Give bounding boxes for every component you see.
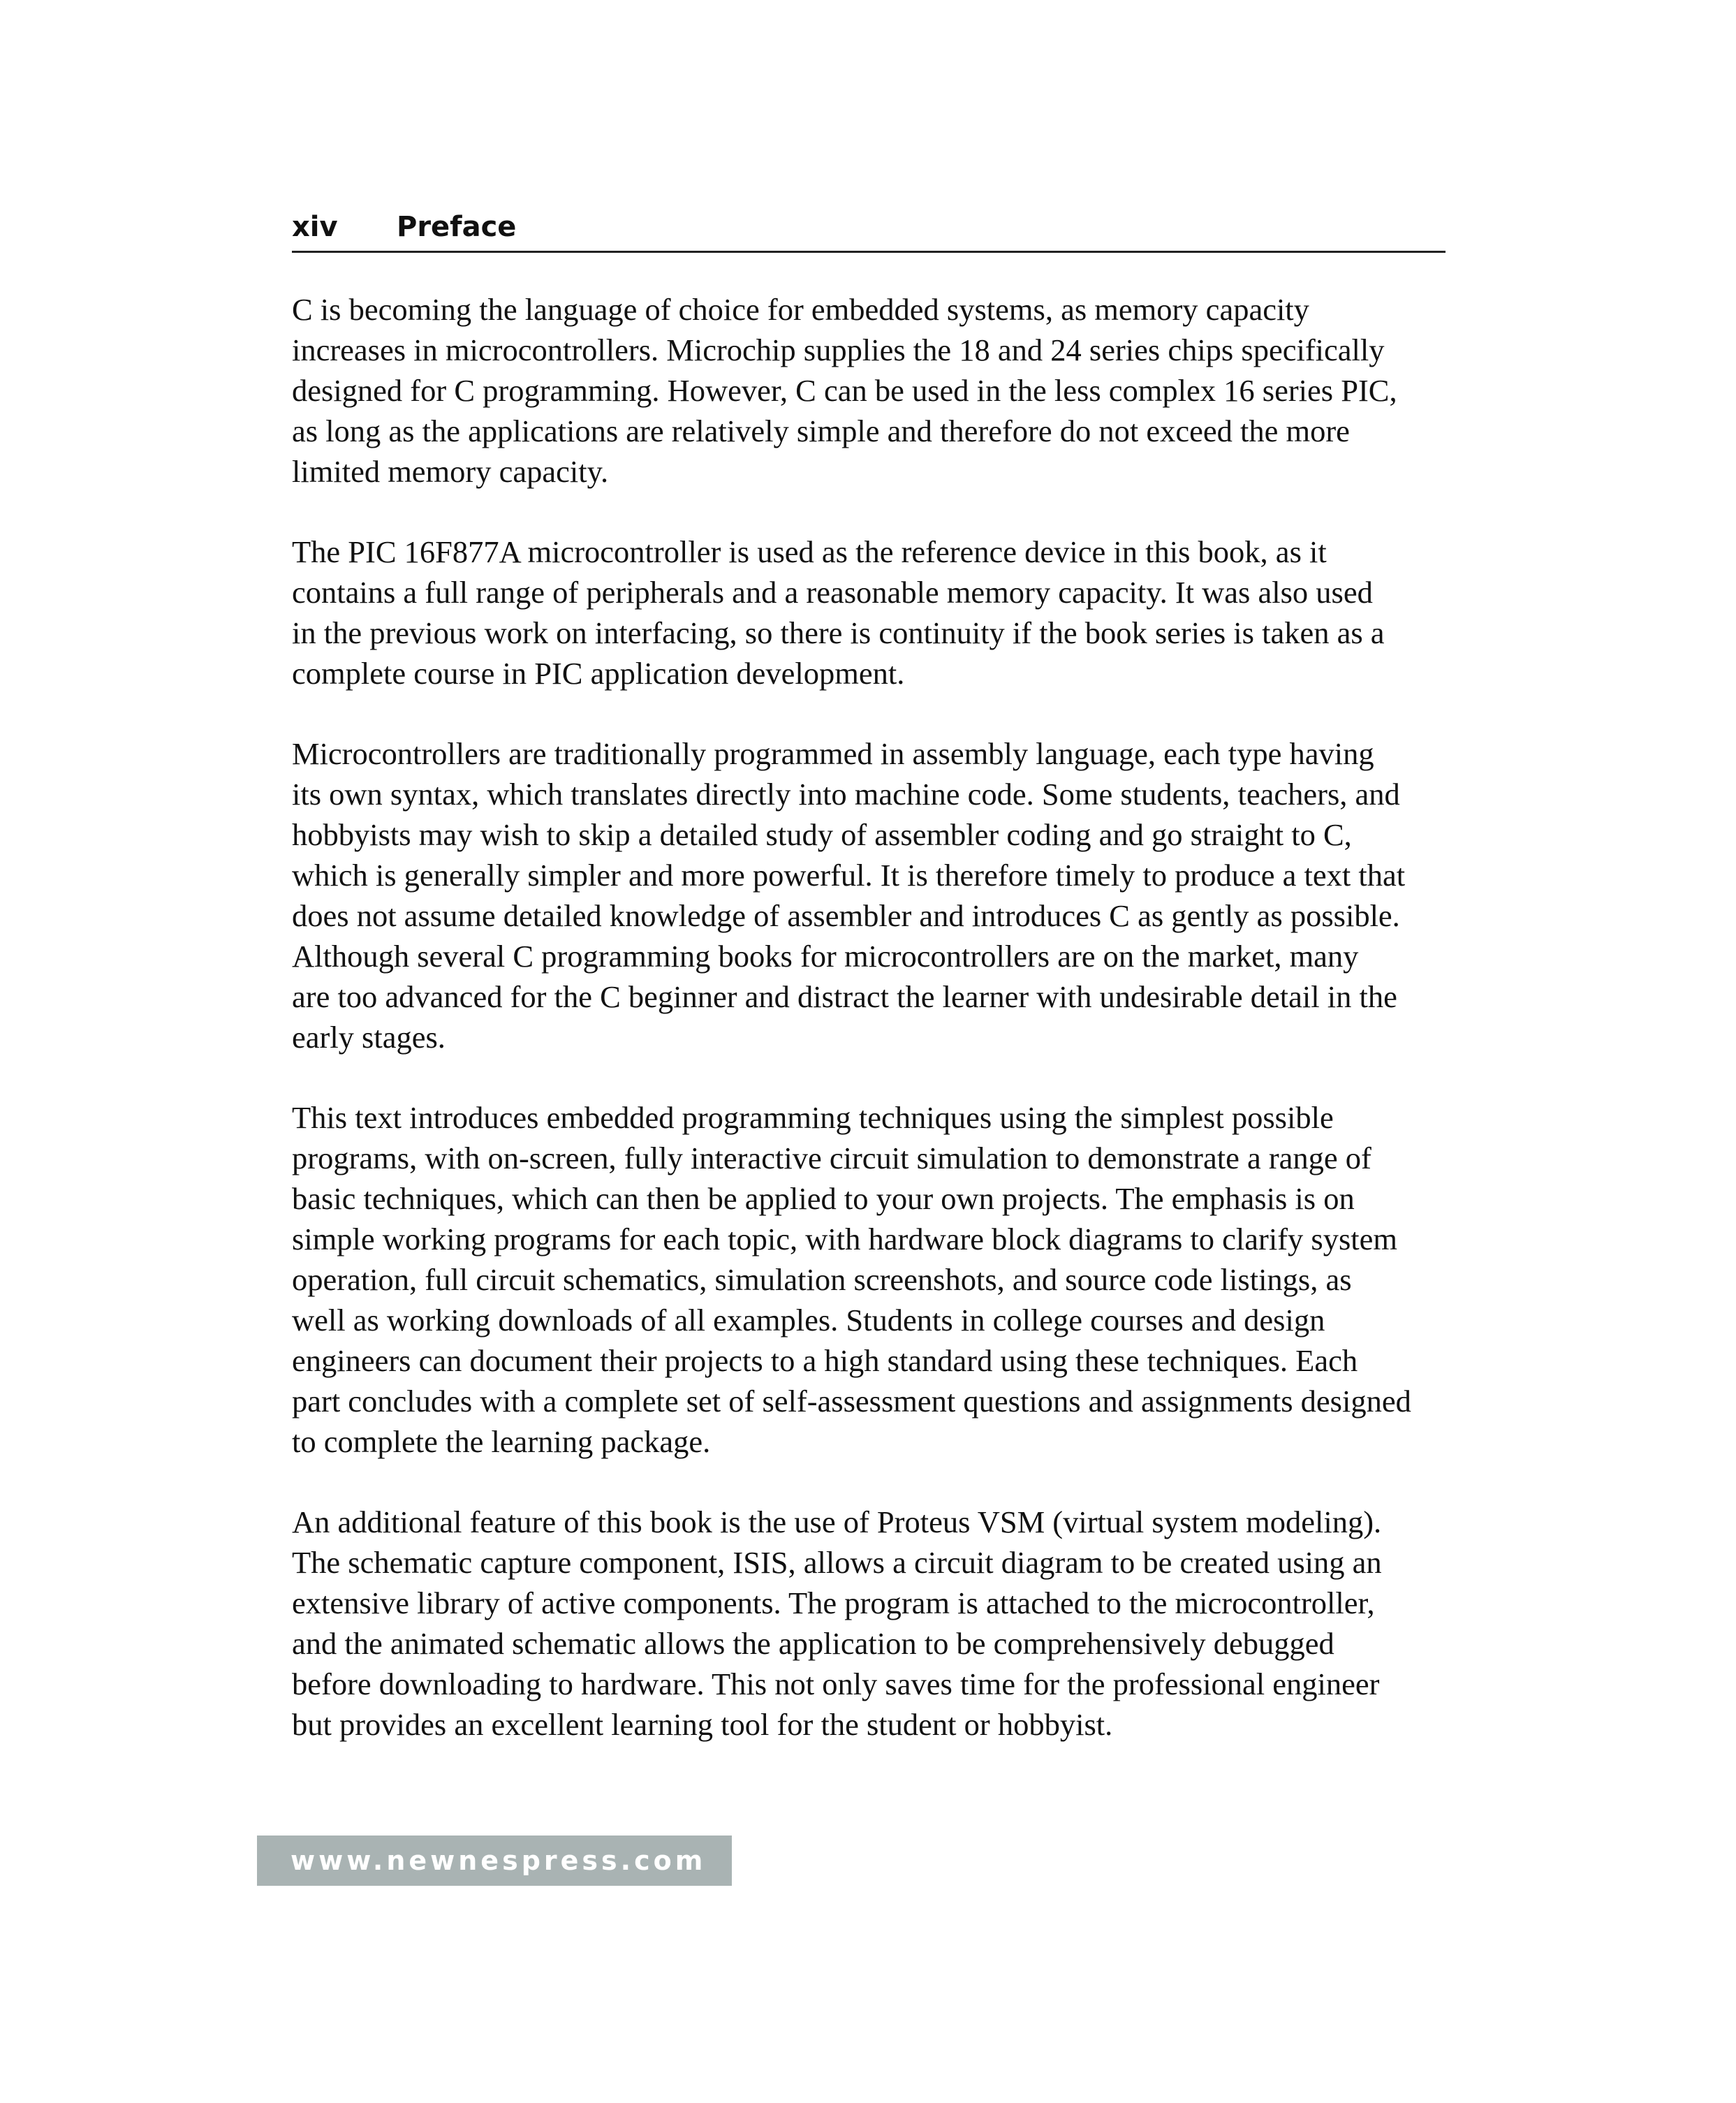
page-number: xiv	[292, 211, 338, 243]
paragraph-3	[292, 733, 1451, 1057]
paragraph-1	[292, 289, 1451, 492]
text-line: before downloading to hardware. This not only saves time for the professional engineer	[292, 1666, 1380, 1701]
text-line: simple working programs for each topic, with hardware block diagrams to clarify system	[292, 1222, 1398, 1256]
text-line: The PIC 16F877A microcontroller is used as the reference device in this book, as it	[292, 534, 1327, 569]
section-title: Preface	[397, 211, 517, 243]
paragraph-2	[292, 532, 1451, 694]
text-line: An additional feature of this book is the use of Proteus VSM (virtual system modeling).	[292, 1504, 1382, 1539]
paragraph-4	[292, 1097, 1451, 1462]
text-line: complete course in PIC application development.	[292, 656, 905, 691]
text-line: This text introduces embedded programming techniques using the simplest possible	[292, 1100, 1334, 1135]
text-line: in the previous work on interfacing, so there is continuity if the book series is taken as a	[292, 615, 1385, 650]
text-line: The schematic capture component, ISIS, allows a circuit diagram to be created using an	[292, 1545, 1382, 1580]
text-line: and the animated schematic allows the application to be comprehensively debugged	[292, 1626, 1334, 1661]
text-line: limited memory capacity.	[292, 454, 609, 489]
text-line: Although several C programming books for microcontrollers are on the market, many	[292, 939, 1359, 974]
text-line: which is generally simpler and more powerful. It is therefore timely to produce a text that	[292, 858, 1406, 893]
text-line: operation, full circuit schematics, simulation screenshots, and source code listings, as	[292, 1262, 1352, 1297]
text-line: part concludes with a complete set of self-assessment questions and assignments designed	[292, 1384, 1411, 1419]
text-line: programs, with on-screen, fully interactive circuit simulation to demonstrate a range of	[292, 1141, 1371, 1175]
text-line: well as working downloads of all examples. Students in college courses and design	[292, 1303, 1325, 1338]
text-line: Microcontrollers are traditionally programmed in assembly language, each type having	[292, 736, 1374, 771]
text-line: are too advanced for the C beginner and distract the learner with undesirable detail in the	[292, 979, 1397, 1014]
paragraph-5	[292, 1502, 1451, 1745]
text-line: increases in microcontrollers. Microchip supplies the 18 and 24 series chips specifically	[292, 332, 1385, 367]
text-line: basic techniques, which can then be applied to your own projects. The emphasis is on	[292, 1181, 1355, 1216]
publisher-url: www.newnespress.com	[257, 1835, 732, 1886]
running-head	[292, 210, 1446, 253]
text-line: C is becoming the language of choice for embedded systems, as memory capacity	[292, 292, 1309, 327]
text-line: engineers can document their projects to a high standard using these techniques. Each	[292, 1343, 1358, 1378]
text-line: contains a full range of peripherals and a reasonable memory capacity. It was also used	[292, 575, 1373, 610]
text-line: does not assume detailed knowledge of assembler and introduces C as gently as possible.	[292, 898, 1400, 933]
text-line: to complete the learning package.	[292, 1424, 711, 1459]
body-text	[292, 289, 1451, 1745]
text-line: designed for C programming. However, C can be used in the less complex 16 series PIC,	[292, 373, 1397, 408]
text-line: but provides an excellent learning tool for the student or hobbyist.	[292, 1707, 1113, 1742]
text-line: hobbyists may wish to skip a detailed study of assembler coding and go straight to C,	[292, 817, 1352, 852]
text-line: its own syntax, which translates directly into machine code. Some students, teachers, and	[292, 777, 1400, 812]
text-line: extensive library of active components. The program is attached to the microcontroller,	[292, 1585, 1375, 1620]
text-line: early stages.	[292, 1020, 446, 1055]
text-line: as long as the applications are relatively simple and therefore do not exceed the more	[292, 413, 1350, 448]
